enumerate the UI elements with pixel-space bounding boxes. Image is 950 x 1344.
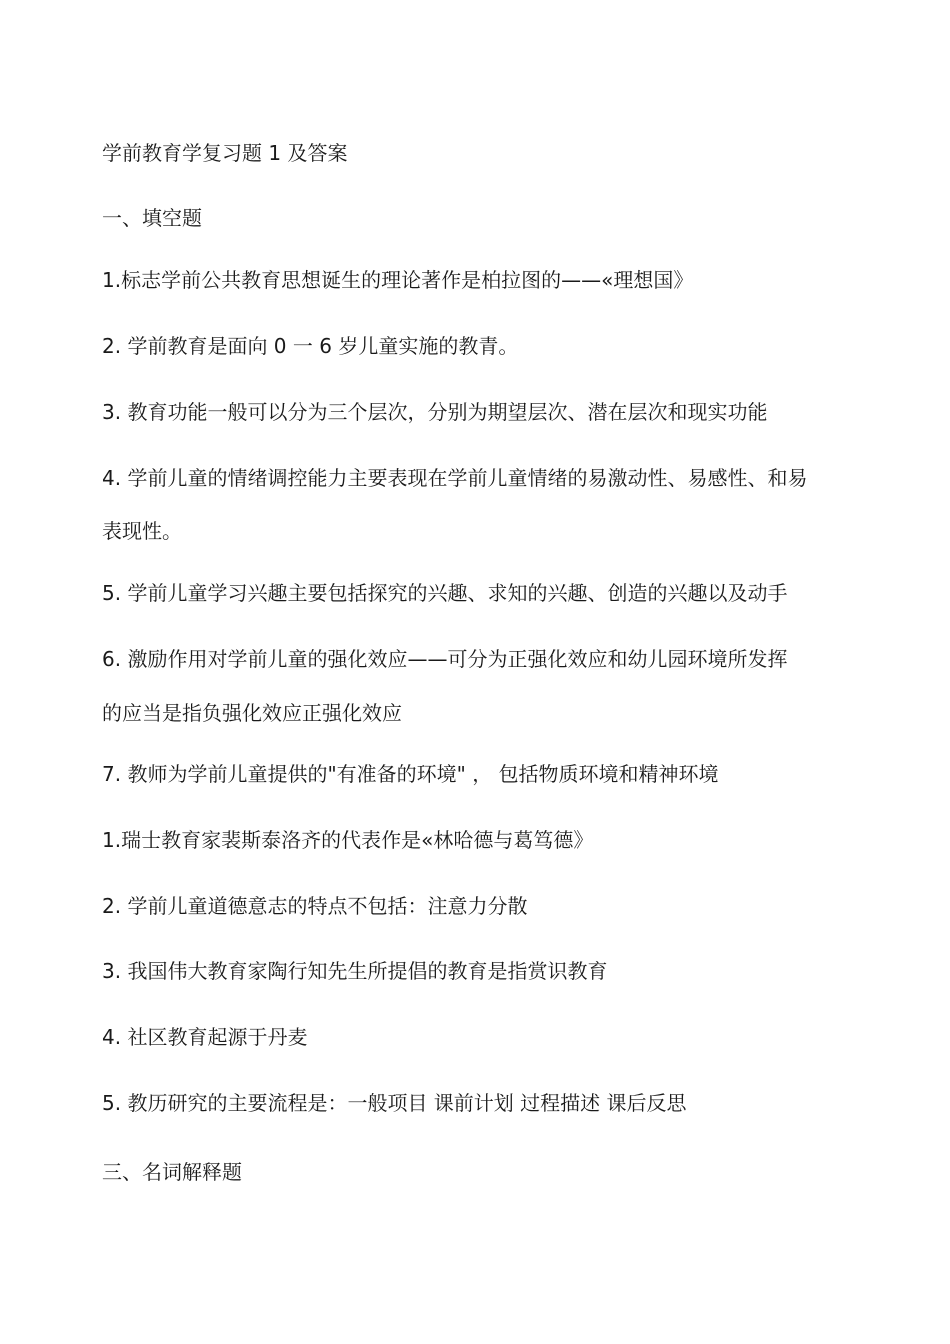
question-5: 5. 学前儿童学习兴趣主要包括探究的兴趣、求知的兴趣、创造的兴趣以及动手 (102, 581, 788, 605)
question-1: 1.标志学前公共教育思想诞生的理论著作是柏拉图的——«理想国》 (102, 268, 694, 292)
answer-4: 4. 社区教育起源于丹麦 (102, 1025, 308, 1049)
question-4-line-1: 4. 学前儿童的情绪调控能力主要表现在学前儿童情绪的易激动性、易感性、和易 (102, 466, 808, 490)
answer-1: 1.瑞士教育家裴斯泰洛齐的代表作是«林哈德与葛笃德》 (102, 828, 594, 852)
answer-5: 5. 教历研究的主要流程是：一般项目 课前计划 过程描述 课后反思 (102, 1091, 687, 1115)
question-7: 7. 教师为学前儿童提供的"有准备的环境" ， 包括物质环境和精神环境 (102, 762, 719, 786)
answer-3: 3. 我国伟大教育家陶行知先生所提倡的教育是指赏识教育 (102, 959, 608, 983)
section-heading-terms: 三、名词解释题 (102, 1160, 242, 1184)
document-title: 学前教育学复习题 1 及答案 (102, 141, 348, 165)
question-2: 2. 学前教育是面向 0 一 6 岁儿童实施的教青。 (102, 334, 519, 358)
section-heading-fill-in: 一、填空题 (102, 206, 202, 230)
question-3: 3. 教育功能一般可以分为三个层次，分别为期望层次、潜在层次和现实功能 (102, 400, 768, 424)
question-6-line-2: 的应当是指负强化效应正强化效应 (102, 701, 402, 725)
answer-2: 2. 学前儿童道德意志的特点不包括：注意力分散 (102, 894, 528, 918)
question-4-line-2: 表现性。 (102, 519, 182, 543)
question-6-line-1: 6. 激励作用对学前儿童的强化效应——可分为正强化效应和幼儿园环境所发挥 (102, 647, 788, 671)
